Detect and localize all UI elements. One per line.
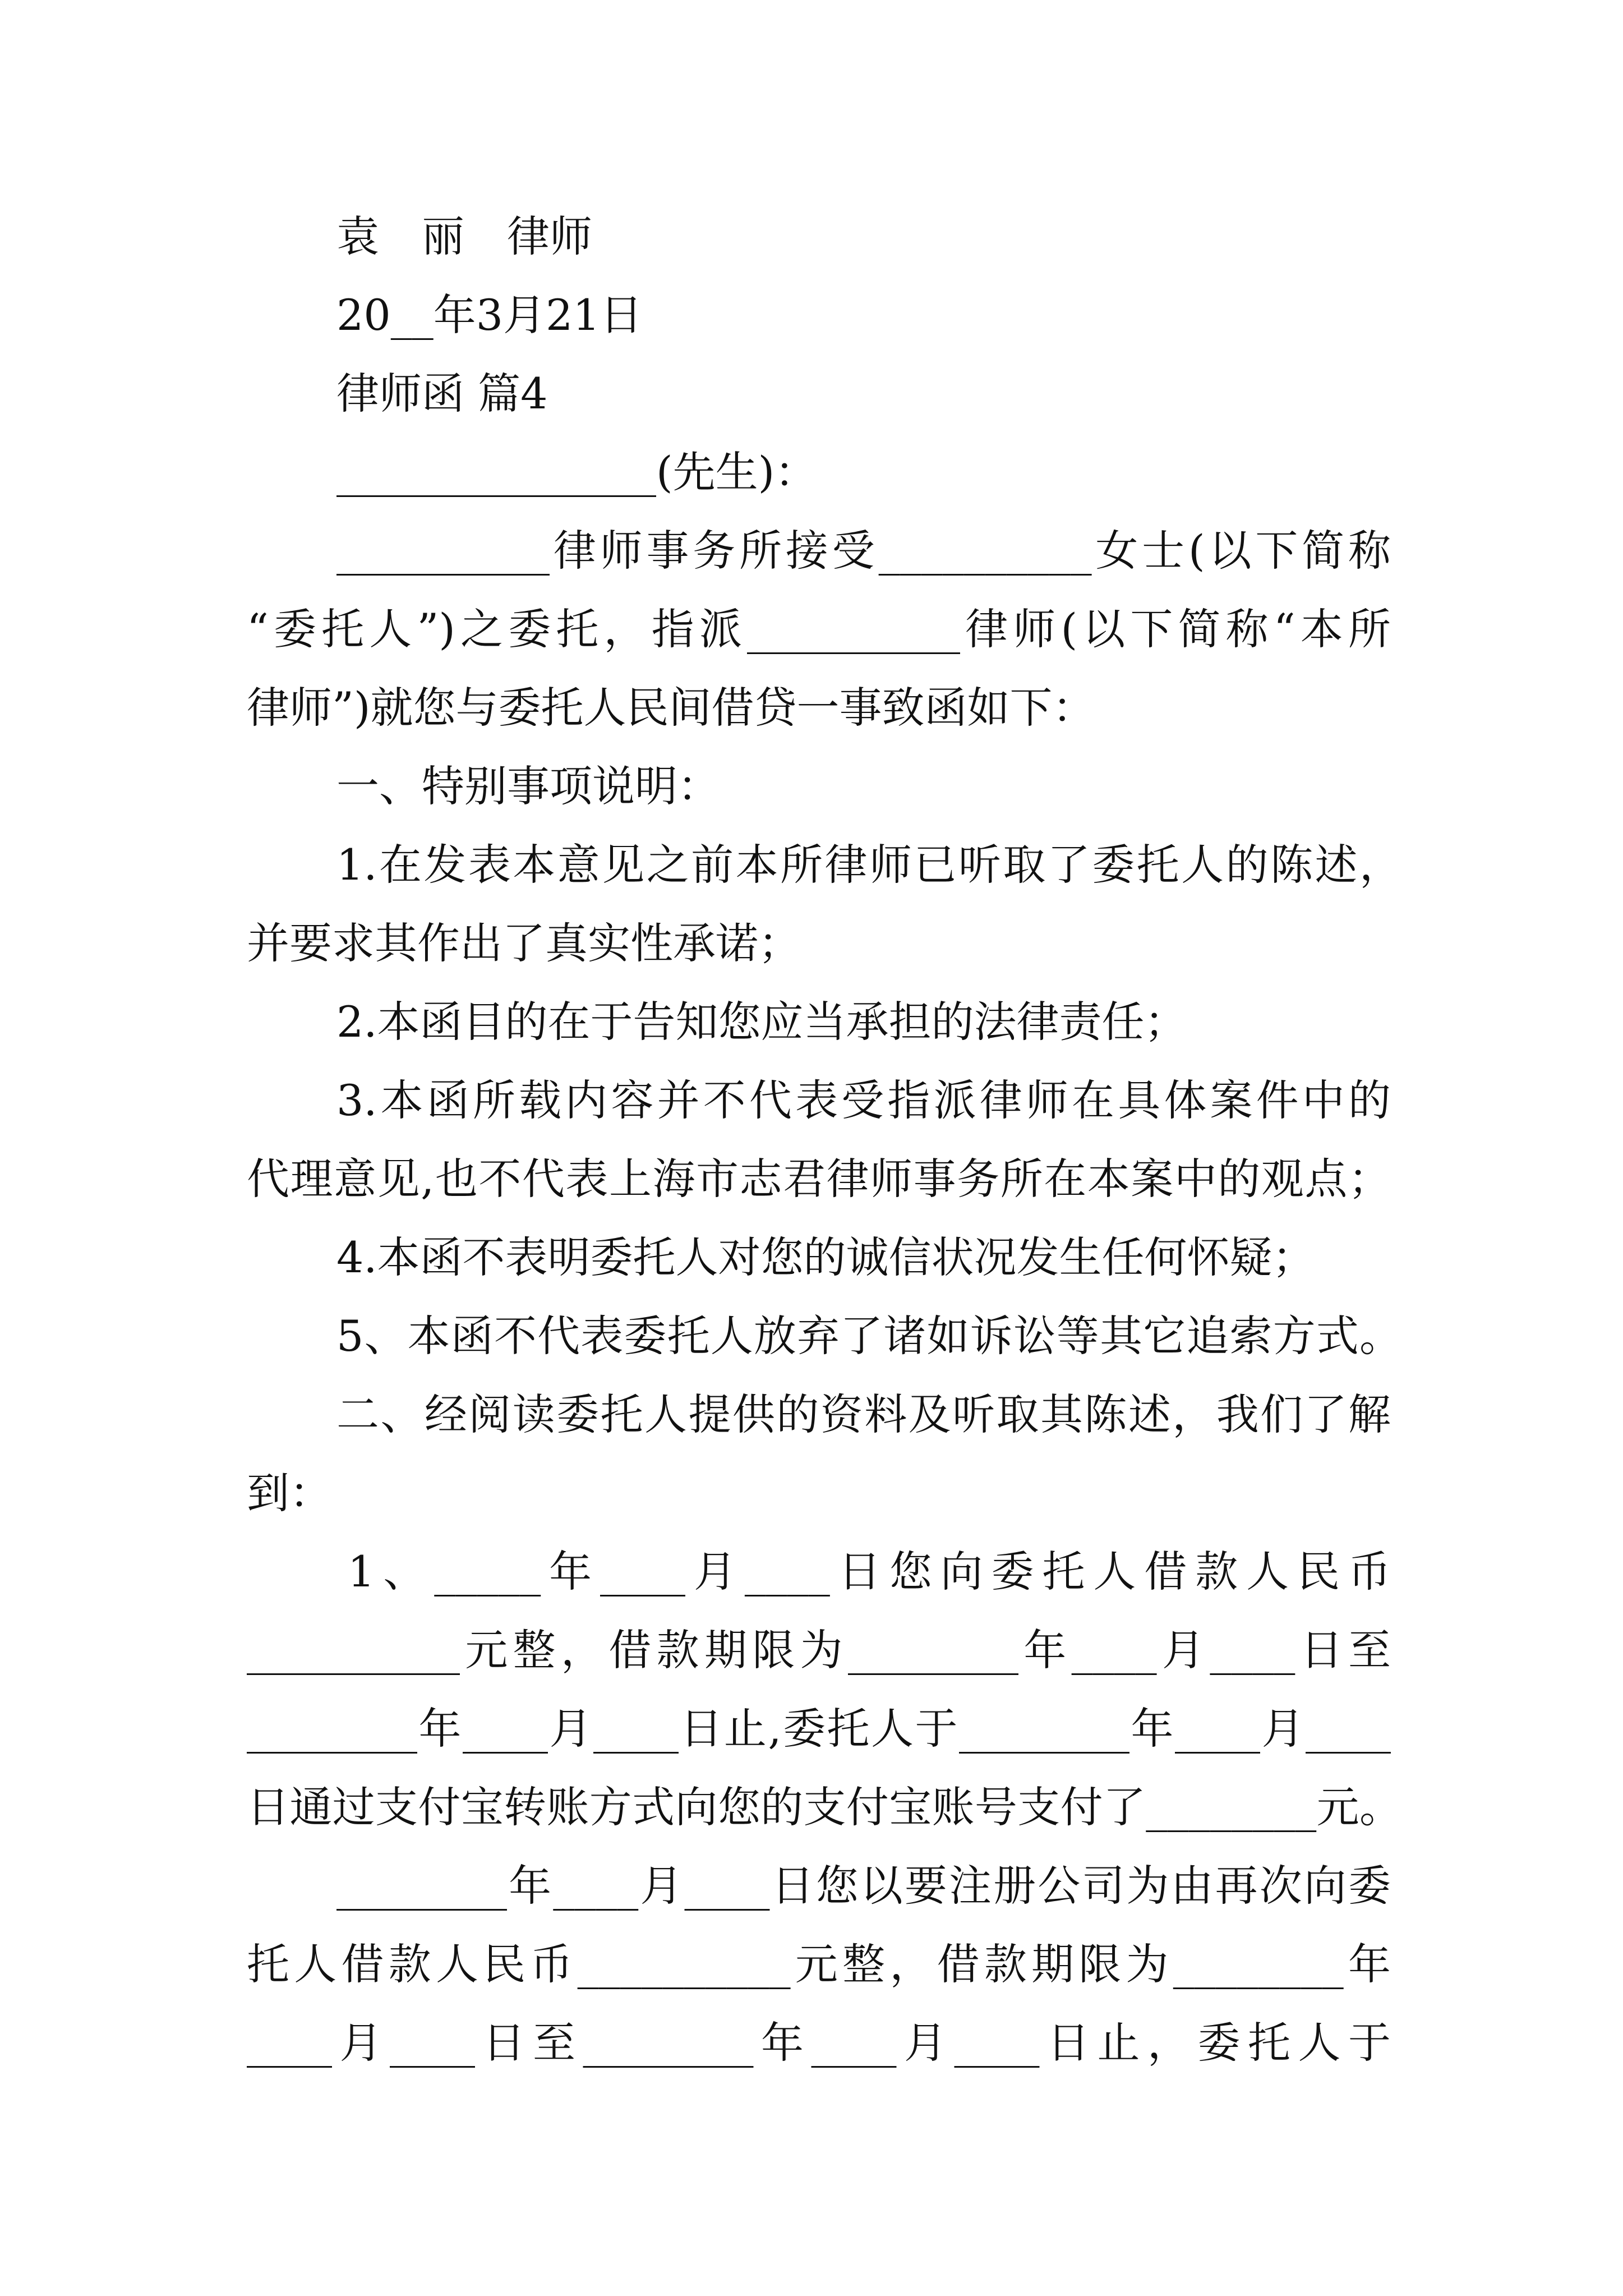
paragraph-line: 日通过支付宝转账方式向您的支付宝账号支付了________元。	[247, 1782, 1402, 1832]
list-item: 并要求其作出了真实性承诺；	[247, 918, 801, 968]
list-item: 3.本函所载内容并不代表受指派律师在具体案件中的	[336, 1075, 1391, 1125]
signature-date: 20__年3月21日	[336, 290, 643, 340]
paragraph-line: 托人借款人民币__________元整，借款期限为________年	[247, 1939, 1391, 1989]
paragraph-line: __________元整，借款期限为________年____月____日至	[247, 1625, 1391, 1675]
signature-name: 袁 丽 律师	[336, 211, 592, 261]
paragraph-line: ____月____日至________年____月____日止，委托人于	[247, 2018, 1391, 2068]
paragraph-line: __________律师事务所接受__________女士(以下简称	[336, 526, 1391, 576]
paragraph-line: ________年____月____日您以要注册公司为由再次向委	[336, 1861, 1391, 1911]
list-item: 5、本函不代表委托人放弃了诸如诉讼等其它追索方式。	[336, 1311, 1402, 1361]
list-item: 代理意见,也不代表上海市志君律师事务所在本案中的观点；	[247, 1154, 1391, 1204]
paragraph-line: 律师”)就您与委托人民间借贷一事致函如下：	[247, 683, 1095, 733]
list-item: 2.本函目的在于告知您应当承担的法律责任；	[336, 997, 1187, 1047]
subsection-heading: 二、经阅读委托人提供的资料及听取其陈述，我们了解	[336, 1389, 1391, 1439]
list-item: 4.本函不表明委托人对您的诚信状况发生任何怀疑；	[336, 1232, 1315, 1282]
section-heading: 律师函 篇4	[336, 369, 548, 418]
paragraph-line: “委托人”)之委托，指派__________律师(以下简称“本所	[247, 604, 1391, 654]
list-item: 1.在发表本意见之前本所律师已听取了委托人的陈述，	[336, 840, 1402, 890]
subsection-heading: 一、特别事项说明：	[336, 761, 720, 811]
paragraph-line: 到：	[247, 1468, 332, 1518]
paragraph-line: ________年____月____日止,委托人于________年____月____	[247, 1704, 1391, 1754]
addressee-line: _______________(先生)：	[336, 447, 818, 497]
paragraph-line: 1、_____年____月____日您向委托人借款人民币	[348, 1547, 1391, 1596]
